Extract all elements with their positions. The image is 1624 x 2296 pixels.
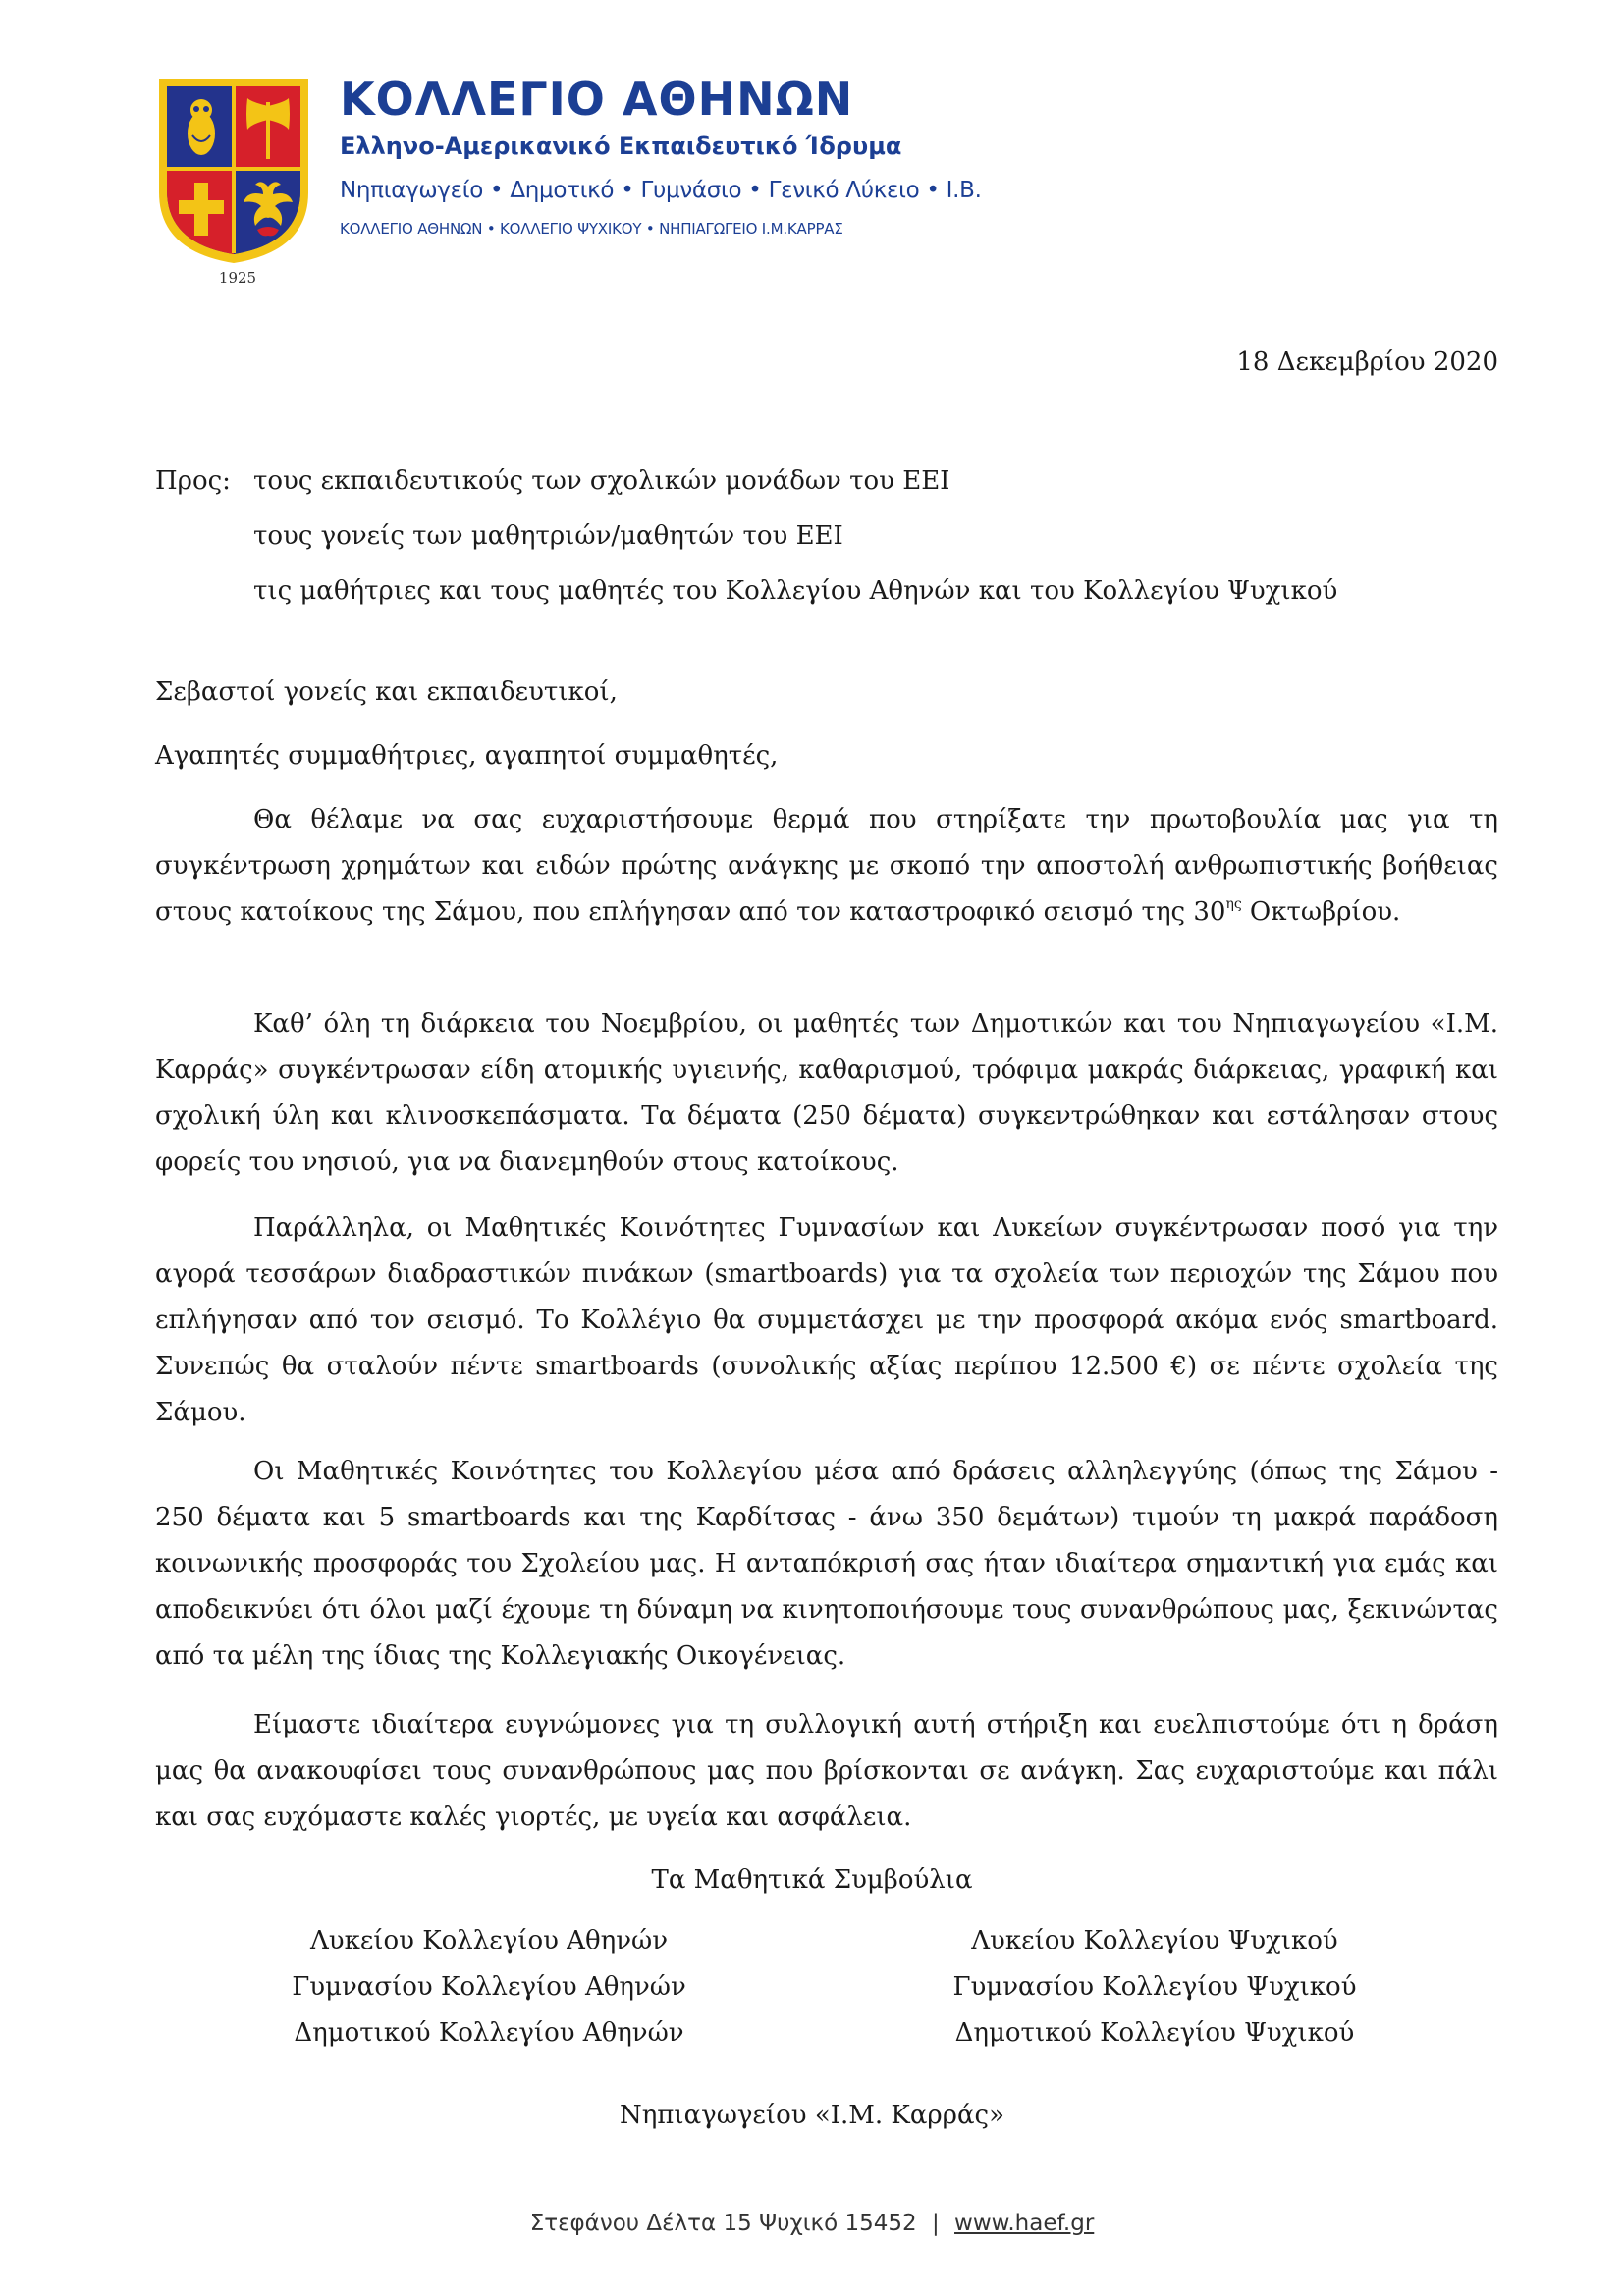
letter-date: 18 Δεκεμβρίου 2020 — [1236, 347, 1498, 377]
signature-line: Γυμνασίου Κολλεγίου Ψυχικού — [952, 1972, 1357, 2002]
brand-levels: Νηπιαγωγείο • Δημοτικό • Γυμνάσιο • Γενικό Λύκειο • Ι.Β. — [340, 178, 982, 203]
double-axe-icon — [244, 96, 293, 161]
brand-name: ΚΟΛΛΕΓΙΟ ΑΘΗΝΩΝ — [340, 73, 854, 126]
owl-icon — [181, 96, 222, 159]
signature-line: Δημοτικού Κολλεγίου Ψυχικού — [954, 2018, 1355, 2048]
brand-schools: ΚΟΛΛΕΓΙΟ ΑΘΗΝΩΝ • ΚΟΛΛΕΓΙΟ ΨΥΧΙΚΟΥ • ΝΗΠΙΑΓΩΓΕΙΟ Ι.Μ.ΚΑΡΡΑΣ — [340, 220, 843, 238]
paragraph-smartboards: Παράλληλα, οι Μαθητικές Κοινότητες Γυμνασίων και Λυκείων συγκέντρωσαν ποσό για την αγορά τεσσάρων διαδραστικών πινάκων (smartboards) για τα σχολεία των περιοχών της Σάμου που επλήγησαν από τον σεισμό. Το Κολλέγιο θα συμμετάσχει με την προσφορά ακόμα ενός smartboard. Συνεπώς θα σταλούν πέντε smartboards (συνολικής αξίας περίπου 12.500 €) σε πέντε σχολεία της Σάμου. — [155, 1213, 1498, 1427]
salutation-parents: Σεβαστοί γονείς και εκπαιδευτικοί, — [155, 677, 618, 707]
crest-year: 1925 — [218, 269, 257, 287]
signature-line: Γυμνασίου Κολλεγίου Αθηνών — [292, 1972, 686, 2002]
school-logo — [155, 73, 982, 300]
signature-line: Λυκείου Κολλεγίου Ψυχικού — [971, 1926, 1338, 1955]
footer-address: Στεφάνου Δέλτα 15 Ψυχικό 15452 — [529, 2211, 917, 2236]
signatures-right — [899, 1918, 1410, 2056]
paragraph-solidarity: Οι Μαθητικές Κοινότητες του Κολλεγίου μέσα από δράσεις αλληλεγγύης (όπως της Σάμου - 250 δέματα και 5 smartboards και της Καρδίτσας - άνω 350 δεμάτων) τιμούν τη μακρά παράδοση κοινωνικής προσφοράς του Σχολείου μας. Η ανταπόκρισή σας ήταν ιδιαίτερα σημαντική για εμάς και αποδεικνύει ότι όλοι μαζί έχουμε τη δύναμη να κινητοποιήσουμε τους συνανθρώπους μας, ξεκινώντας από τα μέλη της ίδιας της Κολλεγιακής Οικογένειας. — [155, 1457, 1498, 1671]
paragraph-gratitude: Είμαστε ιδιαίτερα ευγνώμονες για τη συλλογική αυτή στήριξη και ευελπιστούμε ότι η δράση μας θα ανακουφίσει τους συνανθρώπους μας που βρίσκονται σε ανάγκη. Σας ευχαριστούμε και πάλι και σας ευχόμαστε καλές γιορτές, με υγεία και ασφάλεια. — [155, 1710, 1498, 1832]
footer-separator: | — [931, 2211, 940, 2236]
crest-emblem — [155, 75, 312, 267]
recipient-line: τους γονείς των μαθητριών/μαθητών του ΕΕΙ — [253, 521, 843, 551]
recipients-prefix: Προς: — [155, 466, 231, 496]
recipient-line: τις μαθήτριες και τους μαθητές του Κολλεγίου Αθηνών και του Κολλεγίου Ψυχικού — [253, 576, 1338, 606]
signature-line: Δημοτικού Κολλεγίου Αθηνών — [294, 2018, 684, 2048]
salutation-students: Αγαπητές συμμαθήτριες, αγαπητοί συμμαθητές, — [155, 741, 779, 771]
signoff-title: Τα Μαθητικά Συμβούλια — [651, 1865, 973, 1895]
phoenix-icon — [242, 177, 295, 240]
signatures-left — [234, 1918, 744, 2056]
brand-subtitle: Ελληνο-Αμερικανικό Εκπαιδευτικό Ίδρυμα — [340, 133, 902, 160]
brand-block — [340, 73, 982, 240]
page-footer — [0, 2211, 1624, 2236]
recipient-line: τους εκπαιδευτικούς των σχολικών μονάδων του ΕΕΙ — [253, 466, 950, 496]
website-link[interactable]: www.haef.gr — [954, 2211, 1095, 2236]
paragraph-thanks: Θα θέλαμε να σας ευχαριστήσουμε θερμά που στηρίξατε την πρωτοβουλία μας για τη συγκέντρωση χρημάτων και ειδών πρώτης ανάγκης με σκοπό την αποστολή ανθρωπιστικής βοήθειας στους κατοίκους της Σάμου, που επλήγησαν από τον καταστροφικό σεισμό της $30^{\eta\varsigma}$ Οκτωβρίου. — [155, 805, 1498, 927]
signature-kindergarten: Νηπιαγωγείου «Ι.Μ. Καρράς» — [619, 2101, 1004, 2130]
signature-line: Λυκείου Κολλεγίου Αθηνών — [310, 1926, 668, 1955]
cross-icon — [177, 181, 226, 238]
recipients-block — [155, 454, 1337, 618]
paragraph-november: Καθ’ όλη τη διάρκεια του Νοεμβρίου, οι μαθητές των Δημοτικών και του Νηπιαγωγείου «Ι.Μ. Καρράς» συγκέντρωσαν είδη ατομικής υγιεινής, καθαρισμού, τρόφιμα μακράς διάρκειας, γραφική και σχολική ύλη και κλινοσκεπάσματα. Τα δέματα (250 δέματα) συγκεντρώθηκαν και εστάλησαν στους φορείς του νησιού, για να διανεμηθούν στους κατοίκους. — [155, 1009, 1498, 1177]
